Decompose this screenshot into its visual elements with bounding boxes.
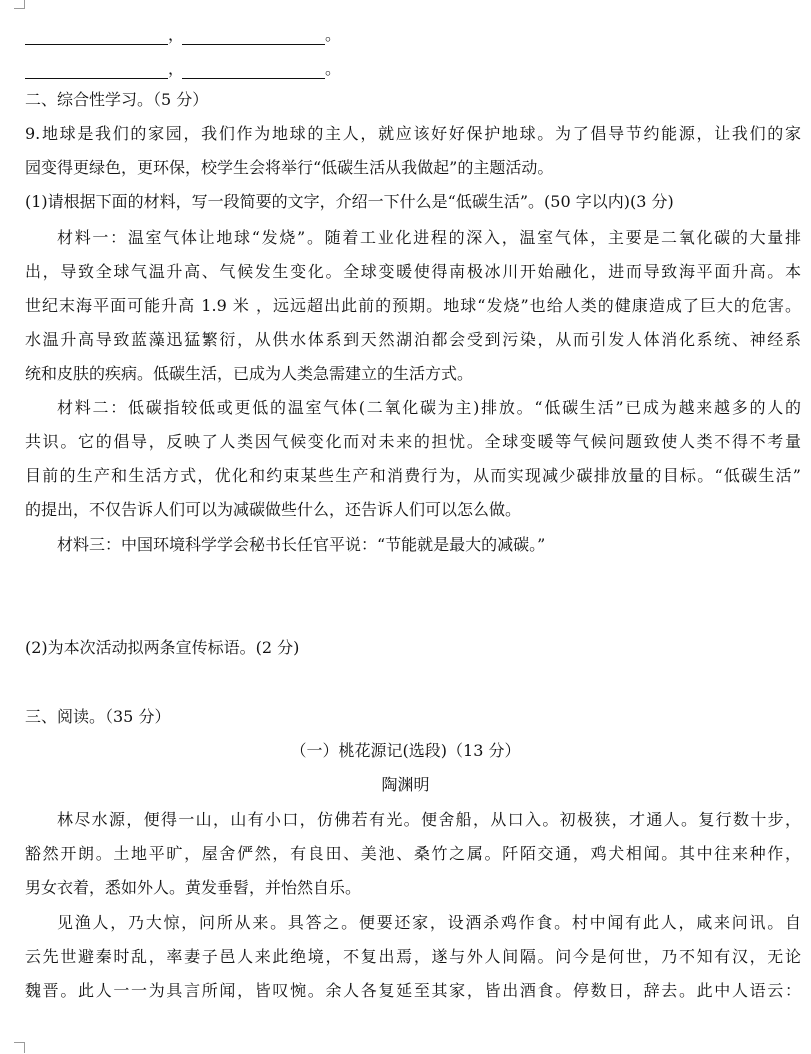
passage-line: 见渔人，乃大惊，问所从来。具答之。便要还家，设酒杀鸡作食。村中闻有此人，咸来问讯。自 [57,913,801,932]
passage-line: 豁然开朗。土地平旷，屋舍俨然，有良田、美池、桑竹之属。阡陌交通，鸡犬相闻。其中往来种作， [25,844,801,863]
question-9-line: 园变得更绿色，更环保，校学生会将举行“低碳生活从我做起”的主题活动。 [25,158,554,177]
crop-mark-top [14,0,25,9]
blank-comma: ， [168,59,185,78]
answer-blank[interactable] [182,27,325,45]
material-2-line: 目前的生产和生活方式，优化和约束某些生产和消费行为，从而实现减少碳排放量的目标。“低碳生活” [25,466,801,485]
material-1-line: 世纪末海平面可能升高 1.9 米 ，远远超出此前的预期。地球“发烧”也给人类的健康造成了巨大的危害。 [25,296,801,315]
passage-line: 云先世避秦时乱，率妻子邑人来此绝境，不复出焉，遂与外人间隔。问今是何世，乃不知有汉，无论 [25,947,801,966]
material-1-line: 统和皮肤的疾病。低碳生活，已成为人类急需建立的生活方式。 [25,364,474,383]
blank-comma: ， [168,25,185,44]
section-heading: 二、综合性学习。（5 分） [25,90,209,109]
answer-blank[interactable] [25,61,168,79]
material-3: 材料三：中国环境科学学会秘书长任官平说：“节能就是最大的减碳。” [57,535,546,554]
material-1-line: 材料一：温室气体让地球“发烧”。随着工业化进程的深入，温室气体，主要是二氧化碳的大量排 [57,228,801,247]
material-2-line: 材料二：低碳指较低或更低的温室气体(二氧化碳为主)排放。“低碳生活”已成为越来越多的人的 [57,398,801,417]
answer-blank[interactable] [182,61,325,79]
subquestion-2: (2)为本次活动拟两条宣传标语。(2 分) [25,638,300,657]
material-2-line: 共识。它的倡导，反映了人类因气候变化而对未来的担忧。全球变暖等气候问题致使人类不得不考量 [25,432,801,451]
passage-line: 魏晋。此人一一为具言所闻，皆叹惋。余人各复延至其家，皆出酒食。停数日，辞去。此中人语云： [25,981,801,1000]
question-9-line: 9.地球是我们的家园，我们作为地球的主人，就应该好好保护地球。为了倡导节约能源，让我们的家 [25,124,801,143]
blank-period: 。 [325,59,342,78]
material-1-line: 出，导致全球气温升高、气候发生变化。全球变暖使得南极冰川开始融化，进而导致海平面升高。本 [25,262,801,281]
crop-mark-bottom [14,1042,25,1053]
passage-line: 林尽水源，便得一山，山有小口，仿佛若有光。便舍船，从口入。初极狭，才通人。复行数十步， [57,810,801,829]
passage-title: （一）桃花源记(选段)（13 分） [290,741,521,760]
passage-author: 陶渊明 [381,775,430,794]
answer-blank-row [25,56,341,80]
subquestion-1: (1)请根据下面的材料，写一段简要的文字，介绍一下什么是“低碳生活”。(50 字以内)(3 分) [25,192,674,211]
answer-blank-row [25,22,341,46]
blank-period: 。 [325,25,342,44]
material-2-line: 的提出，不仅告诉人们可以为减碳做些什么，还告诉人们可以怎么做。 [25,500,522,519]
material-1-line: 水温升高导致蓝藻迅猛繁衍，从供水体系到天然湖泊都会受到污染，从而引发人体消化系统、神经系 [25,330,801,349]
passage-line: 男女衣着，悉如外人。黄发垂髫，并怡然自乐。 [25,878,362,897]
section-heading: 三、阅读。（35 分） [25,707,171,726]
answer-blank[interactable] [25,27,168,45]
